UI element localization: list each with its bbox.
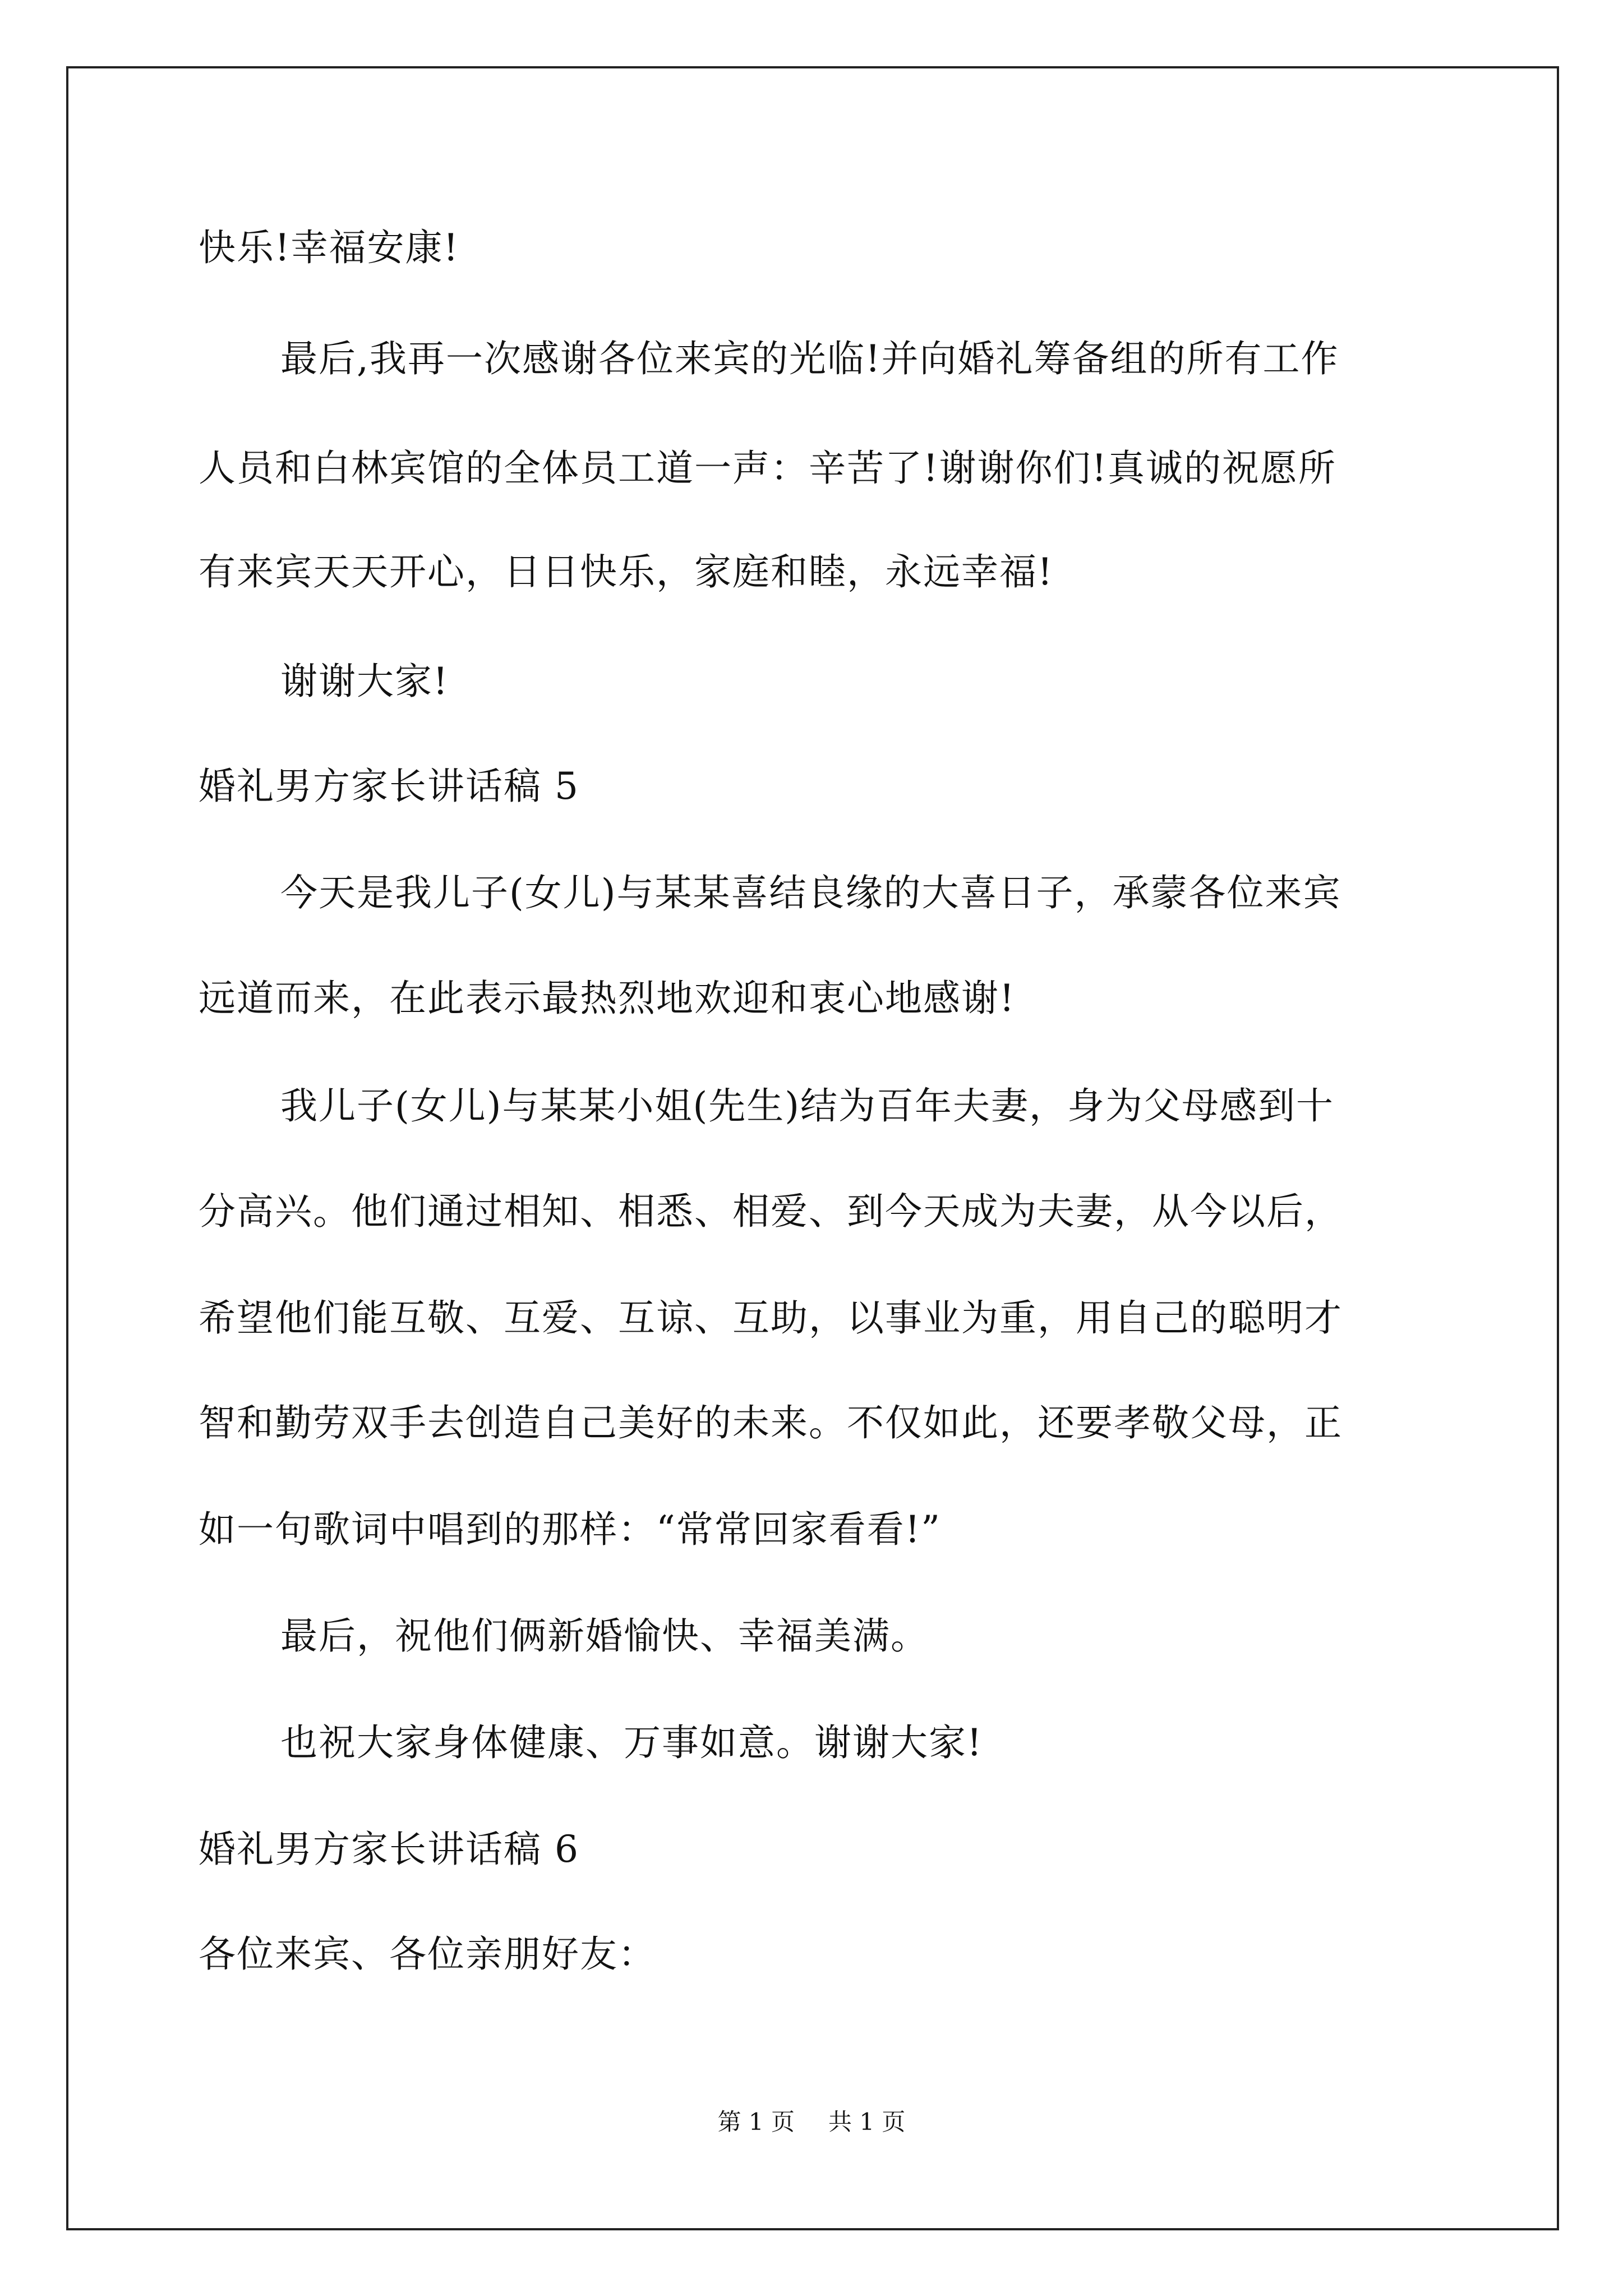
text-line: 如一句歌词中唱到的那样：“常常回家看看!” bbox=[199, 1508, 942, 1551]
text-line: 各位来宾、各位亲朋好友： bbox=[199, 1932, 656, 1976]
paragraph-line: 也祝大家身体健康、万事如意。谢谢大家! bbox=[280, 1721, 983, 1764]
text-line: 远道而来，在此表示最热烈地欢迎和衷心地感谢! bbox=[199, 977, 1016, 1020]
page-total: 共 1 页 bbox=[828, 2108, 906, 2136]
text-line: 有来宾天天开心，日日快乐，家庭和睦，永远幸福! bbox=[199, 550, 1054, 593]
page-number: 第 1 页 bbox=[717, 2108, 795, 2136]
section-heading: 婚礼男方家长讲话稿 6 bbox=[199, 1828, 579, 1871]
text-line: 分高兴。他们通过相知、相悉、相爱、到今天成为夫妻，从今以后， bbox=[199, 1190, 1343, 1233]
paragraph-line: 我儿子(女儿)与某某小姐(先生)结为百年夫妻，身为父母感到十 bbox=[280, 1084, 1334, 1128]
section-heading: 婚礼男方家长讲话稿 5 bbox=[199, 765, 579, 808]
page-border bbox=[66, 66, 1559, 2230]
paragraph-line: 最后,我再一次感谢各位来宾的光临!并向婚礼筹备组的所有工作 bbox=[280, 337, 1339, 380]
text-line: 智和勤劳双手去创造自己美好的未来。不仅如此，还要孝敬父母，正 bbox=[199, 1401, 1343, 1444]
page-footer bbox=[0, 2108, 1623, 2136]
text-line: 希望他们能互敬、互爱、互谅、互助，以事业为重，用自己的聪明才 bbox=[199, 1296, 1343, 1340]
text-line: 人员和白林宾馆的全体员工道一声：辛苦了!谢谢你们!真诚的祝愿所 bbox=[199, 447, 1337, 490]
paragraph-line: 今天是我儿子(女儿)与某某喜结良缘的大喜日子，承蒙各位来宾 bbox=[280, 871, 1341, 914]
paragraph-line: 谢谢大家! bbox=[280, 660, 449, 703]
text-line: 快乐!幸福安康! bbox=[199, 226, 460, 269]
paragraph-line: 最后，祝他们俩新婚愉快、幸福美满。 bbox=[280, 1614, 929, 1658]
